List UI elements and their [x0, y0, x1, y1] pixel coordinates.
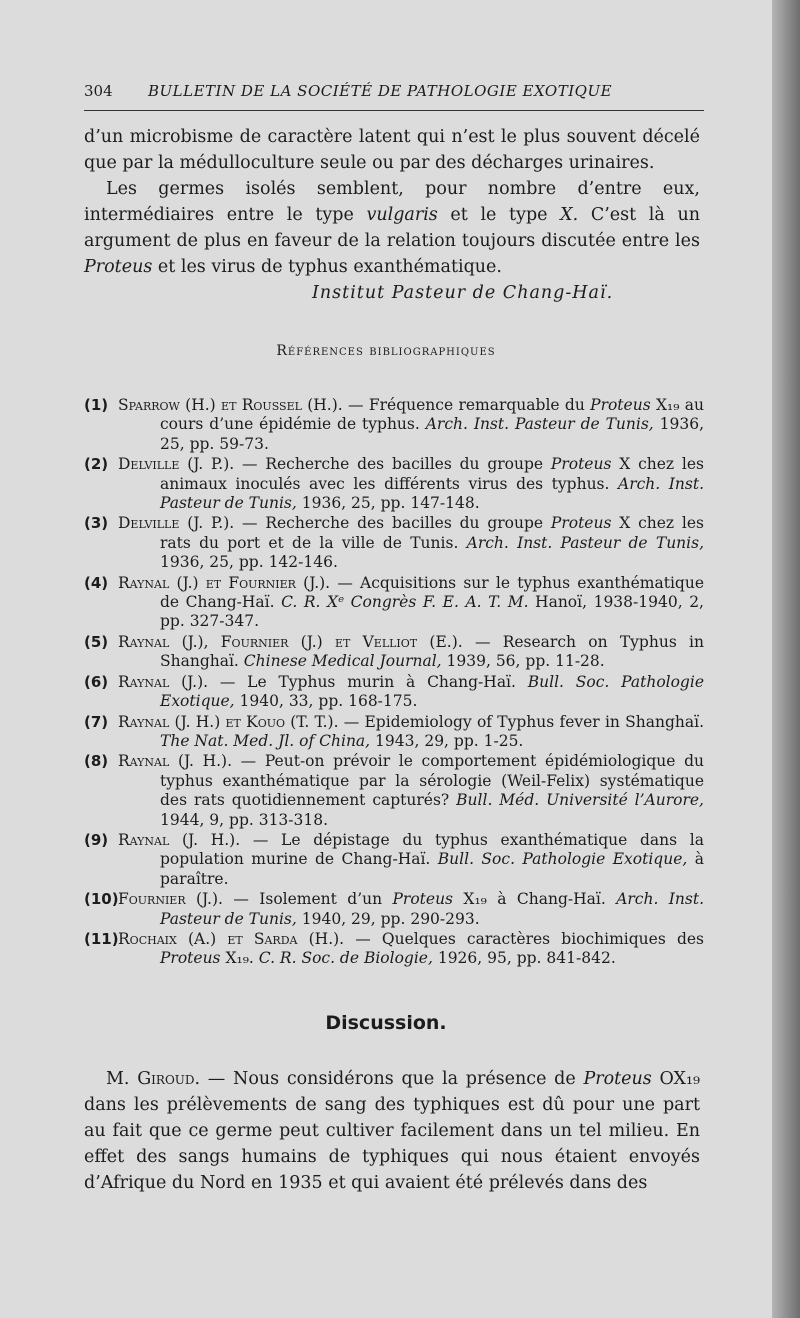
- reference-number: (9): [84, 830, 109, 849]
- reference-it1: Proteus: [550, 514, 612, 533]
- reference-item: [84, 574, 704, 632]
- reference-authors: Fournier (J.).: [118, 890, 223, 909]
- reference-number: (5): [84, 632, 109, 651]
- reference-text: — Acquisitions sur le typhus exanthématique de Chang-Haï.: [160, 573, 704, 612]
- reference-authors: Delville (J. P.).: [118, 514, 235, 533]
- reference-authors: Raynal (J.), Fournier (J.) et Velliot (E.).: [118, 632, 463, 651]
- reference-text: — Quelques caractères biochimiques des: [344, 929, 705, 948]
- reference-number: (8): [84, 752, 109, 771]
- reference-text2: à paraître.: [160, 850, 704, 888]
- reference-authors: Raynal (J. H.) et Kouo (T. T.).: [118, 712, 339, 731]
- reference-it2: Arch. Inst. Pasteur de Tunis,: [160, 474, 704, 513]
- reference-item: [84, 673, 704, 712]
- page-edge-shadow: [772, 0, 800, 1318]
- reference-it1: Proteus: [590, 396, 651, 414]
- reference-text: — Le dépistage du typhus exanthématique dans la population murine de Chang-Haï.: [160, 830, 704, 869]
- reference-item: [84, 396, 704, 454]
- reference-text: — Le Typhus murin à Chang-Haï.: [208, 672, 528, 691]
- reference-it2: Arch. Inst. Pasteur de Tunis,: [466, 533, 704, 552]
- reference-text2: Hanoï, 1938-1940, 2, pp. 327-347.: [160, 593, 704, 631]
- reference-item: [84, 514, 704, 572]
- header-rule: [84, 110, 704, 111]
- reference-item: [84, 752, 704, 830]
- reference-it1: Bull. Soc. Pathologie Exotique,: [160, 672, 704, 711]
- reference-text: — Research on Typhus in Shanghaï.: [160, 632, 704, 671]
- reference-text: — Recherche des bacilles du groupe: [234, 514, 551, 533]
- references-list: [84, 396, 704, 970]
- reference-number: (1): [84, 396, 109, 414]
- reference-item: [84, 633, 704, 672]
- reference-it1: Proteus: [550, 455, 612, 474]
- reference-text: — Peut-on prévoir le comportement épidémiologique du typhus exanthématique par la sérologie (Weil-Felix) systématique des rats quotidiennement capturés?: [160, 752, 704, 810]
- reference-authors: Sparrow (H.) et Roussel (H.).: [118, 396, 343, 414]
- reference-text3: 1936, 25, pp. 59-73.: [160, 415, 704, 453]
- reference-it1: The Nat. Med. Jl. of China,: [160, 731, 371, 750]
- page-number: 304: [84, 82, 113, 100]
- intro-text: [84, 124, 700, 280]
- reference-number: (4): [84, 573, 109, 592]
- references-title: Références bibliographiques: [276, 343, 496, 359]
- institut-signature: Institut Pasteur de Chang-Haï.: [312, 283, 614, 303]
- reference-item: [84, 455, 704, 513]
- reference-text3: 1940, 29, pp. 290-293.: [296, 909, 480, 928]
- reference-text2: X chez les rats du port et de la ville de Tunis.: [160, 514, 705, 552]
- reference-it2: C. R. Soc. de Biologie,: [258, 949, 433, 968]
- intro-paragraph-1: d’un microbisme de caractère latent qui n’est le plus souvent décelé que par la médulloculture seule ou par des décharges urinaires.: [84, 127, 700, 173]
- reference-text2: 1939, 56, pp. 11-28.: [441, 652, 605, 671]
- discussion-title: Discussion.: [325, 1012, 447, 1034]
- reference-text2: X₁₉ au cours d’une épidémie de typhus.: [160, 396, 704, 434]
- speaker-name: M. Giroud.: [106, 1069, 201, 1089]
- reference-authors: Delville (J. P.).: [118, 455, 235, 474]
- reference-item: [84, 713, 704, 752]
- reference-number: (3): [84, 514, 109, 533]
- reference-text: — Recherche des bacilles du groupe: [234, 455, 551, 474]
- reference-text: — Epidemiology of Typhus fever in Shanghaï.: [338, 712, 705, 731]
- discussion-paragraph: M. Giroud. — Nous considérons que la présence de Proteus OX₁₉ dans les prélèvements de sang des typhiques est dû pour une part au fait que ce germe peut cultiver facilement dans un tel milieu. En effet des sangs humains de typhiques qui nous étaient envoyés d’Afrique du Nord en 1935 et qui avaient été prélevés dans des: [84, 1069, 701, 1193]
- reference-item: [84, 831, 704, 889]
- reference-authors: Rochaix (A.) et Sarda (H.).: [118, 929, 345, 948]
- reference-text3: 1936, 25, pp. 147-148.: [296, 494, 480, 513]
- reference-it1: Bull. Soc. Pathologie Exotique,: [437, 850, 688, 869]
- reference-authors: Raynal (J. H.).: [118, 830, 241, 849]
- reference-text2: 1943, 29, pp. 1-25.: [370, 731, 524, 750]
- reference-number: (6): [84, 672, 109, 691]
- reference-number: (10): [84, 890, 119, 909]
- running-title: BULLETIN DE LA SOCIÉTÉ DE PATHOLOGIE EXOTIQUE: [148, 82, 613, 100]
- reference-it1: Proteus: [392, 890, 454, 909]
- reference-number: (7): [84, 712, 109, 731]
- reference-text2: 1940, 33, pp. 168-175.: [234, 692, 418, 711]
- reference-text2: X₁₉.: [220, 949, 259, 968]
- reference-authors: Raynal (J.) et Fournier (J.).: [118, 573, 331, 592]
- intro-paragraph-2: Les germes isolés semblent, pour nombre d’entre eux, intermédiaires entre le type vulgaris et le type X. C’est là un argument de plus en faveur de la relation toujours discutée entre les Proteus et les virus de typhus exanthématique.: [84, 179, 700, 277]
- reference-text: — Fréquence remarquable du: [342, 396, 591, 414]
- reference-item: [84, 890, 704, 929]
- reference-it1: Proteus: [160, 949, 221, 968]
- reference-it2: Arch. Inst. Pasteur de Tunis,: [425, 415, 654, 434]
- reference-it2: Arch. Inst. Pasteur de Tunis,: [160, 890, 704, 928]
- discussion-text: [84, 1066, 700, 1196]
- reference-it1: Chinese Medical Journal,: [243, 652, 442, 671]
- reference-text2: X chez les animaux inoculés avec les différents virus des typhus.: [160, 455, 705, 493]
- reference-authors: Raynal (J. H.).: [118, 752, 233, 771]
- reference-it1: C. R. Xᵉ Congrès F. E. A. T. M.: [281, 593, 529, 612]
- reference-text2: 1944, 9, pp. 313-318.: [160, 810, 329, 829]
- reference-it1: Bull. Méd. Université l’Aurore,: [456, 791, 704, 810]
- reference-number: (2): [84, 455, 109, 474]
- reference-item: [84, 930, 704, 969]
- reference-text2: X₁₉ à Chang-Haï.: [453, 890, 617, 909]
- reference-text3: 1926, 95, pp. 841-842.: [432, 949, 616, 968]
- reference-number: (11): [84, 929, 119, 948]
- reference-text: — Isolement d’un: [222, 890, 393, 909]
- reference-text3: 1936, 25, pp. 142-146.: [160, 553, 338, 572]
- reference-authors: Raynal (J.).: [118, 672, 209, 691]
